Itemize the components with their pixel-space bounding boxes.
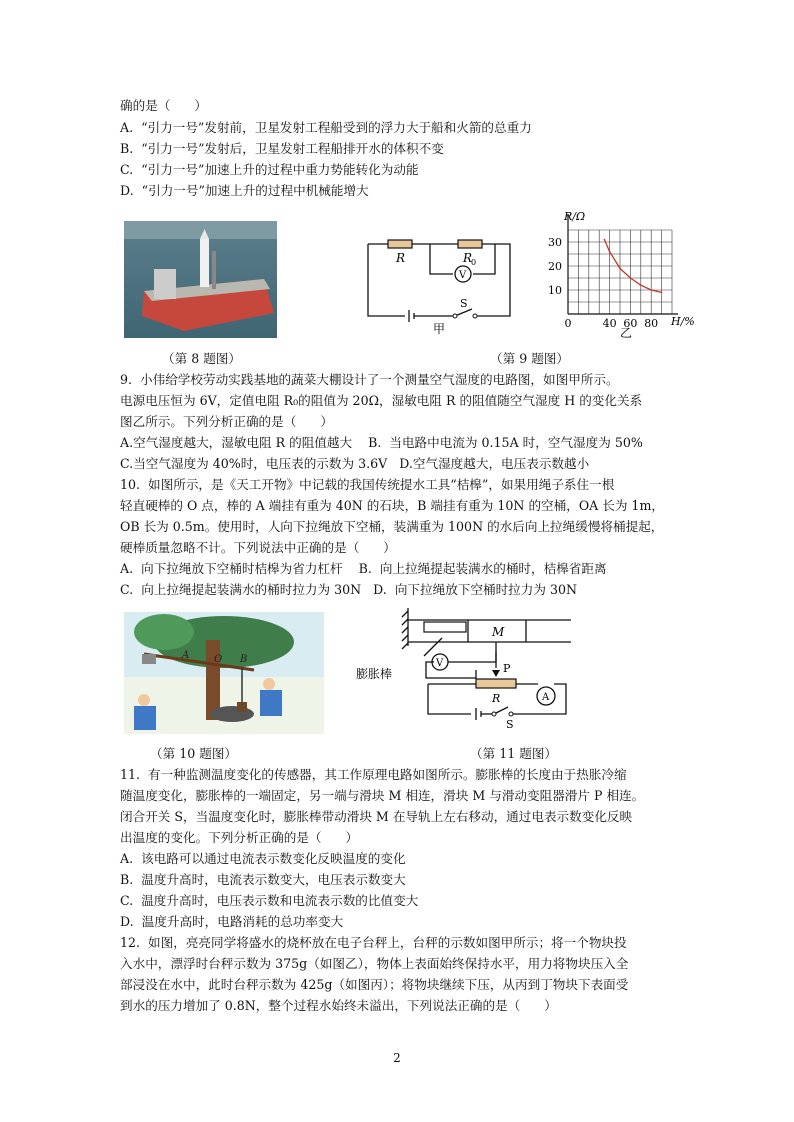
q11-line-3: 闭合开关 S，当温度变化时，膨胀棒带动滑块 M 在导轨上左右移动，通过电表示数变化反映 [120,809,633,824]
graph-point [609,251,611,253]
q10-line-2: 轻直硬棒的 O 点，棒的 A 端挂有重为 40N 的石块，B 端挂有重为 10N 的空桶，OA 长为 1m， [120,498,664,513]
q10-line-1: 10. 如图所示，是《天工开物》中记载的我国传统提水工具“桔槔”，如果用绳子系住一根 [120,477,615,492]
q10-label-o: O [214,654,223,665]
q9-label-jia: 甲 [433,322,446,336]
q10-line-4: 硬棒质量忽略不计。下列说法中正确的是（ ） [120,540,396,555]
well [210,706,254,722]
q9-label-yi: 乙 [620,326,633,340]
graph-point [661,292,663,294]
q12-line-1: 12. 如图，亮亮同学将盛水的烧杯放在电子台秤上，台秤的示数如图甲所示；将一个物块投 [120,935,627,950]
q8-option-c: C. “引力一号”加速上升的过程中重力势能转化为动能 [120,162,419,177]
q12-line-4: 到水的压力增加了 0.8N，整个过程水始终未溢出，下列说法正确的是（ ） [120,998,557,1013]
expansion-rod [424,622,466,632]
q11-line-1: 11. 有一种监测温度变化的传感器，其工作原理电路如图所示。膨胀棒的长度由于热胀冷缩 [120,767,627,782]
ammeter-icon: A [542,692,550,703]
q11-option-b: B. 温度升高时，电流表示数变大，电压表示数变大 [120,872,406,887]
q9-graph [540,208,710,340]
q9-caption: （第 9 题图） [490,351,569,366]
q12-line-2: 入水中，漂浮时台秤示数为 375g（如图乙），物体上表面始终保持水平，用力将物块压入全 [120,956,629,971]
q8-option-d: D. “引力一号”加速上升的过程中机械能增大 [120,183,369,198]
q10-option-cd: C. 向上拉绳提起装满水的桶时拉力为 30N D. 向下拉绳放下空桶时拉力为 30N [120,582,577,597]
q9-option-cd: C.当空气湿度为 40%时，电压表的示数为 3.6V D.空气湿度越大，电压表示数越小 [120,456,590,471]
q9-line-2: 电源电压恒为 6V，定值电阻 R₀的阻值为 20Ω，湿敏电阻 R 的阻值随空气湿度 H 的变化关系 [120,393,643,408]
graph-xtick: 40 [602,317,617,330]
graph-ytick: 30 [548,236,562,249]
stone-weight [142,654,156,664]
graph-xtick: 0 [564,317,572,330]
graph-point [630,277,632,279]
q9-option-ab: A.空气湿度越大，湿敏电阻 R 的阻值越大 B. 当电路中电流为 0.15A 时，空气湿度为 50% [120,435,643,450]
slide-rheostat [476,679,516,688]
graph-ytick: 10 [548,284,562,297]
q8-option-b: B. “引力一号”发射后，卫星发射工程船排开水的体积不变 [120,141,444,156]
q9-line-1: 9. 小伟给学校劳动实践基地的蔬菜大棚设计了一个测量空气湿度的电路图，如图甲所示。 [120,372,619,387]
q9-circuit-diagram [360,230,520,340]
page-number: 2 [393,1051,401,1065]
q10-label-b: B [240,654,248,665]
q8-ship-photo [124,221,277,338]
graph-ylabel: R/Ω [564,210,586,223]
voltmeter-icon: V [436,658,444,669]
q11-option-d: D. 温度升高时，电路消耗的总功率变大 [120,914,344,929]
graph-xlabel: H/% [671,315,695,328]
graph-ytick: 20 [548,260,562,273]
q11-label-r: R [492,692,501,705]
q11-option-a: A. 该电路可以通过电流表示数变化反映温度的变化 [120,851,406,866]
q10-caption: （第 10 题图） [150,746,238,761]
q11-label-p: P [503,662,511,675]
graph-point [604,239,606,241]
person-right [260,690,282,716]
q11-line-4: 出温度的变化。下列分析正确的是（ ） [120,830,359,845]
q11-label-s: S [506,718,514,730]
graph-xtick: 60 [623,317,638,330]
q11-line-2: 随温度变化，膨胀棒的一端固定，另一端与滑块 M 相连，滑块 M 与滑动变阻器滑片 P 相连。 [120,788,645,803]
q10-line-3: OB 长为 0.5m。使用时，人向下拉绳放下空桶，装满重为 100N 的水后向上拉绳缓慢将桶提起， [120,519,664,534]
q10-option-ab: A. 向下拉绳放下空桶时桔槔为省力杠杆 B. 向上拉绳提起装满水的桶时，桔槔省距离 [120,561,607,576]
q9-label-r0: R [463,251,473,265]
q9-label-r0-sub: 0 [471,258,477,267]
q9-line-3: 图乙所示。下列分析正确的是（ ） [120,414,333,429]
q11-caption: （第 11 题图） [470,746,558,761]
q11-option-c: C. 温度升高时，电压表示数和电流表示数的比值变大 [120,893,419,908]
q9-label-r: R [396,251,406,265]
q12-line-3: 部浸没在水中，此时台秤示数为 425g（如图丙）；将物块继续下压，从丙到丁物块下表面受 [120,977,629,992]
rocket-icon [200,239,209,287]
q8-caption: （第 8 题图） [162,351,241,366]
q11-label-m: M [492,625,505,639]
q10-label-a: A [182,650,190,661]
graph-grid [568,230,672,314]
bucket-icon [237,702,247,712]
graph-point [619,268,621,270]
graph-xtick: 80 [644,317,659,330]
q10-illustration [124,612,324,734]
graph-point [650,289,652,291]
q9-label-s: S [460,297,468,310]
q11-circuit-diagram [356,606,576,730]
q8-option-a: A. “引力一号”发射前，卫星发射工程船受到的浮力大于船和火箭的总重力 [120,120,532,135]
voltmeter-icon: V [459,270,467,281]
q11-label-rod: 膨胀棒 [356,667,393,681]
graph-point [640,284,642,286]
q8-stem-tail: 确的是（ ） [120,98,207,113]
person-left [134,706,156,730]
